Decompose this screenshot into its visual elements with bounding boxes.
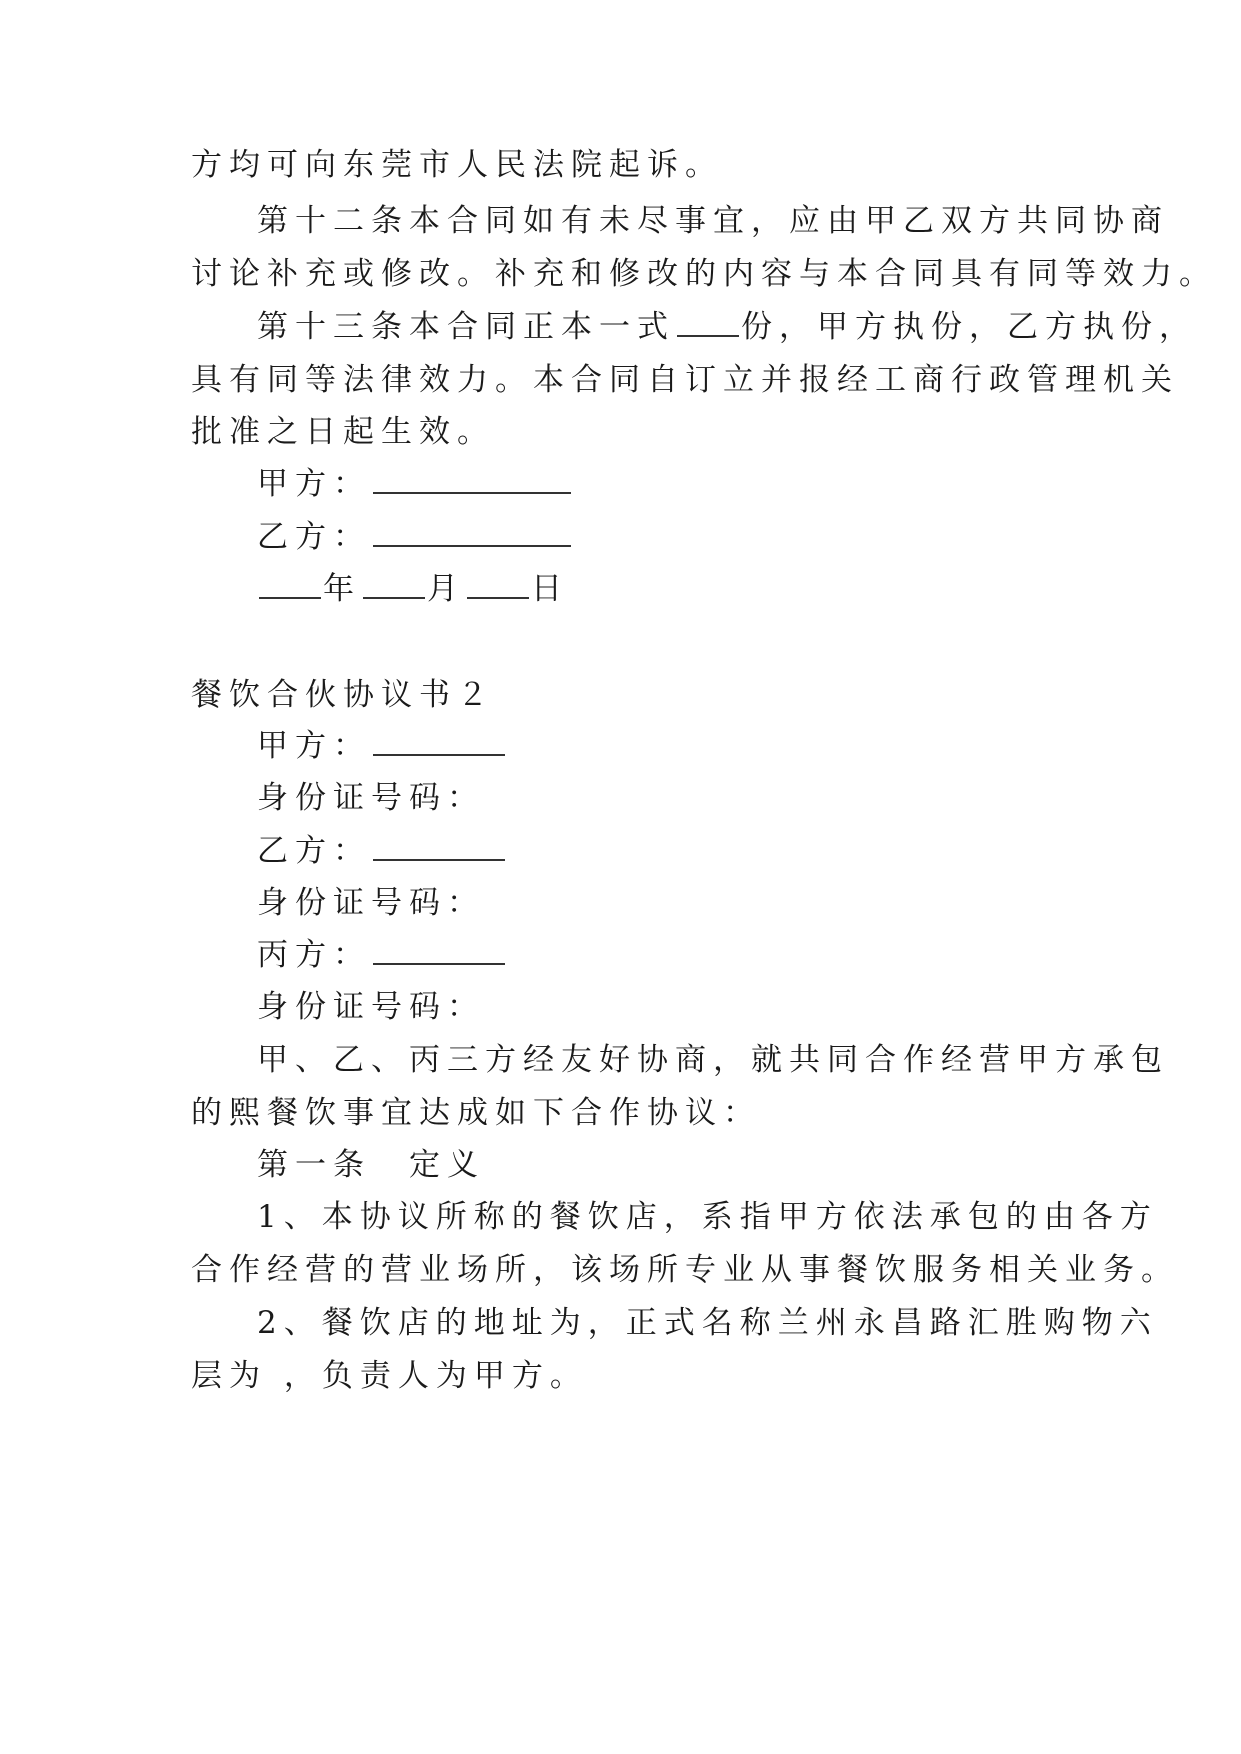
party-b-id-line: 身份证号码： — [257, 885, 485, 921]
party-c-label: 丙方： — [257, 937, 371, 973]
party-c-id-line: 身份证号码： — [257, 989, 485, 1025]
agreement-title: 餐饮合伙协议书２ — [191, 677, 495, 713]
month-label: 月 — [427, 571, 465, 607]
party-b-blank — [373, 519, 571, 547]
clause-13-line-3: 批准之日起生效。 — [191, 414, 495, 450]
party-a-blank — [373, 466, 571, 494]
year-blank — [259, 571, 321, 599]
copies-blank — [677, 309, 739, 337]
clause-13-line-2: 具有同等法律效力。本合同自订立并报经工商行政管理机关 — [191, 362, 1179, 398]
party-c-blank — [373, 937, 505, 965]
party-a2-blank — [373, 728, 505, 756]
party-a-id-line: 身份证号码： — [257, 780, 485, 816]
item-1-line-2: 合作经营的营业场所，该场所专业从事餐饮服务相关业务。 — [191, 1252, 1179, 1288]
clause-13-text-pre: 第十三条本合同正本一式 — [257, 309, 675, 345]
party-b-label: 乙方： — [257, 519, 371, 555]
paragraph-line: 方均可向东莞市人民法院起诉。 — [191, 147, 723, 183]
item-2-line-2: 层为 ，负责人为甲方。 — [191, 1358, 588, 1394]
item-2-line-1: 2、餐饮店的地址为，正式名称兰州永昌路汇胜购物六 — [257, 1305, 1158, 1341]
clause-12-line-2: 讨论补充或修改。补充和修改的内容与本合同具有同等效力。 — [191, 256, 1217, 292]
party-b-signature-line — [257, 517, 573, 557]
clause-13-text-post: 份，甲方执份，乙方执份， — [741, 309, 1197, 345]
clause-12-line-1: 第十二条本合同如有未尽事宜，应由甲乙双方共同协商 — [257, 203, 1169, 239]
day-blank — [467, 571, 529, 599]
party-a2-label: 甲方： — [257, 728, 371, 764]
party-c-line — [257, 935, 507, 975]
item-1-line-1: 1、本协议所称的餐饮店，系指甲方依法承包的由各方 — [257, 1199, 1158, 1235]
day-label: 日 — [531, 571, 569, 607]
party-b-line — [257, 831, 507, 871]
party-b2-blank — [373, 833, 505, 861]
clause-13-line-1 — [257, 307, 1197, 347]
party-b2-label: 乙方： — [257, 833, 371, 869]
date-line — [257, 569, 569, 609]
party-a-label: 甲方： — [257, 466, 371, 502]
year-label: 年 — [323, 571, 361, 607]
intro-line-1: 甲、乙、丙三方经友好协商，就共同合作经营甲方承包 — [257, 1042, 1169, 1078]
party-a-signature-line — [257, 464, 573, 504]
article-1-heading: 第一条 定义 — [257, 1147, 485, 1183]
party-a-line — [257, 726, 507, 766]
month-blank — [363, 571, 425, 599]
intro-line-2: 的熙餐饮事宜达成如下合作协议： — [191, 1095, 761, 1131]
